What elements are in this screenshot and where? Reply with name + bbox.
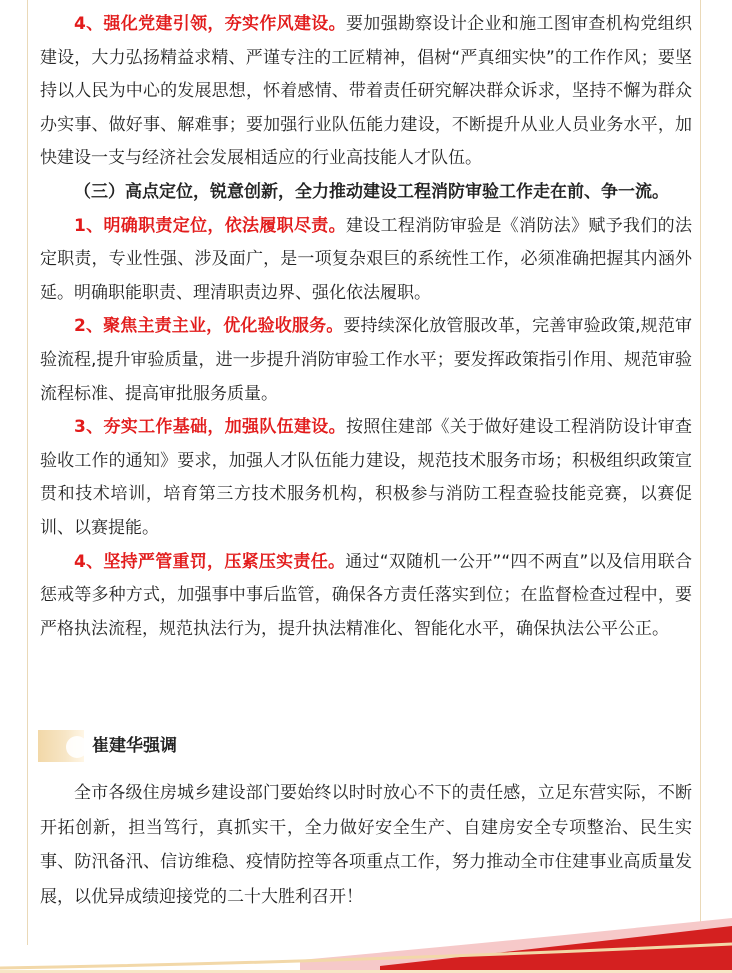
item-text: 按照住建部《关于做好建设工程消防设计审查验收工作的通知》要求，加强人才队伍能力建设，规范技术服务市场；积极组织政策宣贯和技术培训，培育第三方技术服务机构，积极参与消防工程查验技能竞赛，以赛促训、以赛提能。: [40, 417, 693, 538]
item-heading: 3、夯实工作基础，加强队伍建设。: [74, 417, 346, 438]
item-heading: 1、明确职责定位，依法履职尽责。: [74, 215, 346, 236]
section-title: （三）高点定位，锐意创新，全力推动建设工程消防审验工作走在前、争一流。: [74, 181, 669, 202]
bottom-wave-decoration: [0, 900, 732, 973]
closing-paragraph: 全市各级住房城乡建设部门要始终以时时放心不下的责任感，立足东营实际，不断开拓创新，担当笃行，真抓实干，全力做好安全生产、自建房安全专项整治、民生实事、防汛备汛、信访维稳、疫情防控等各项重点工作，努力推动全市住建事业高质量发展，以优异成绩迎接党的二十大胜利召开！: [40, 783, 692, 907]
item-heading: 4、坚持严管重罚，压紧压实责任。: [74, 551, 346, 572]
speaker-name: 崔建华强调: [92, 736, 177, 756]
paragraph-heading: 4、强化党建引领，夯实作风建设。: [74, 14, 346, 34]
item-text: 要持续深化放管服改革，完善审验政策,规范审验流程,提升审验质量，进一步提升消防审验工作水平；要发挥政策指引作用、规范审验流程标准、提高审批服务质量。: [40, 316, 692, 404]
header-decoration: [38, 730, 84, 762]
paragraph-party-building: [40, 8, 692, 176]
speaker-header: [38, 728, 298, 764]
item-text: 通过“双随机一公开”“四不两直”以及信用联合惩戒等多种方式，加强事中事后监管，确保各方责任落实到位；在监督检查过程中，要严格执法流程，规范执法行为，提升执法精准化、智能化水平，确保执法公平公正。: [40, 551, 692, 639]
item-3: [40, 411, 692, 545]
item-text: 建设工程消防审验是《消防法》赋予我们的法定职责，专业性强、涉及面广，是一项复杂艰巨的系统性工作，必须准确把握其内涵外延。明确职能职责、理清职责边界、强化依法履职。: [40, 215, 693, 303]
article-body: [40, 8, 692, 646]
item-heading: 2、聚焦主责主业，优化验收服务。: [74, 316, 344, 337]
closing-block: [40, 776, 692, 914]
item-2: [40, 310, 692, 411]
paragraph-text: 要加强勘察设计企业和施工图审查机构党组织建设，大力弘扬精益求精、严谨专注的工匠精神，倡树“严真细实快”的工作作风；要坚持以人民为中心的发展思想，怀着感情、带着责任研究解决群众诉求，坚持不懈为群众办实事、做好事、解难事；要加强行业队伍能力建设，不断提升从业人员业务水平，加快建设一支与经济社会发展相适应的行业高技能人才队伍。: [40, 14, 693, 169]
item-4: [40, 546, 692, 647]
item-1: [40, 210, 692, 311]
